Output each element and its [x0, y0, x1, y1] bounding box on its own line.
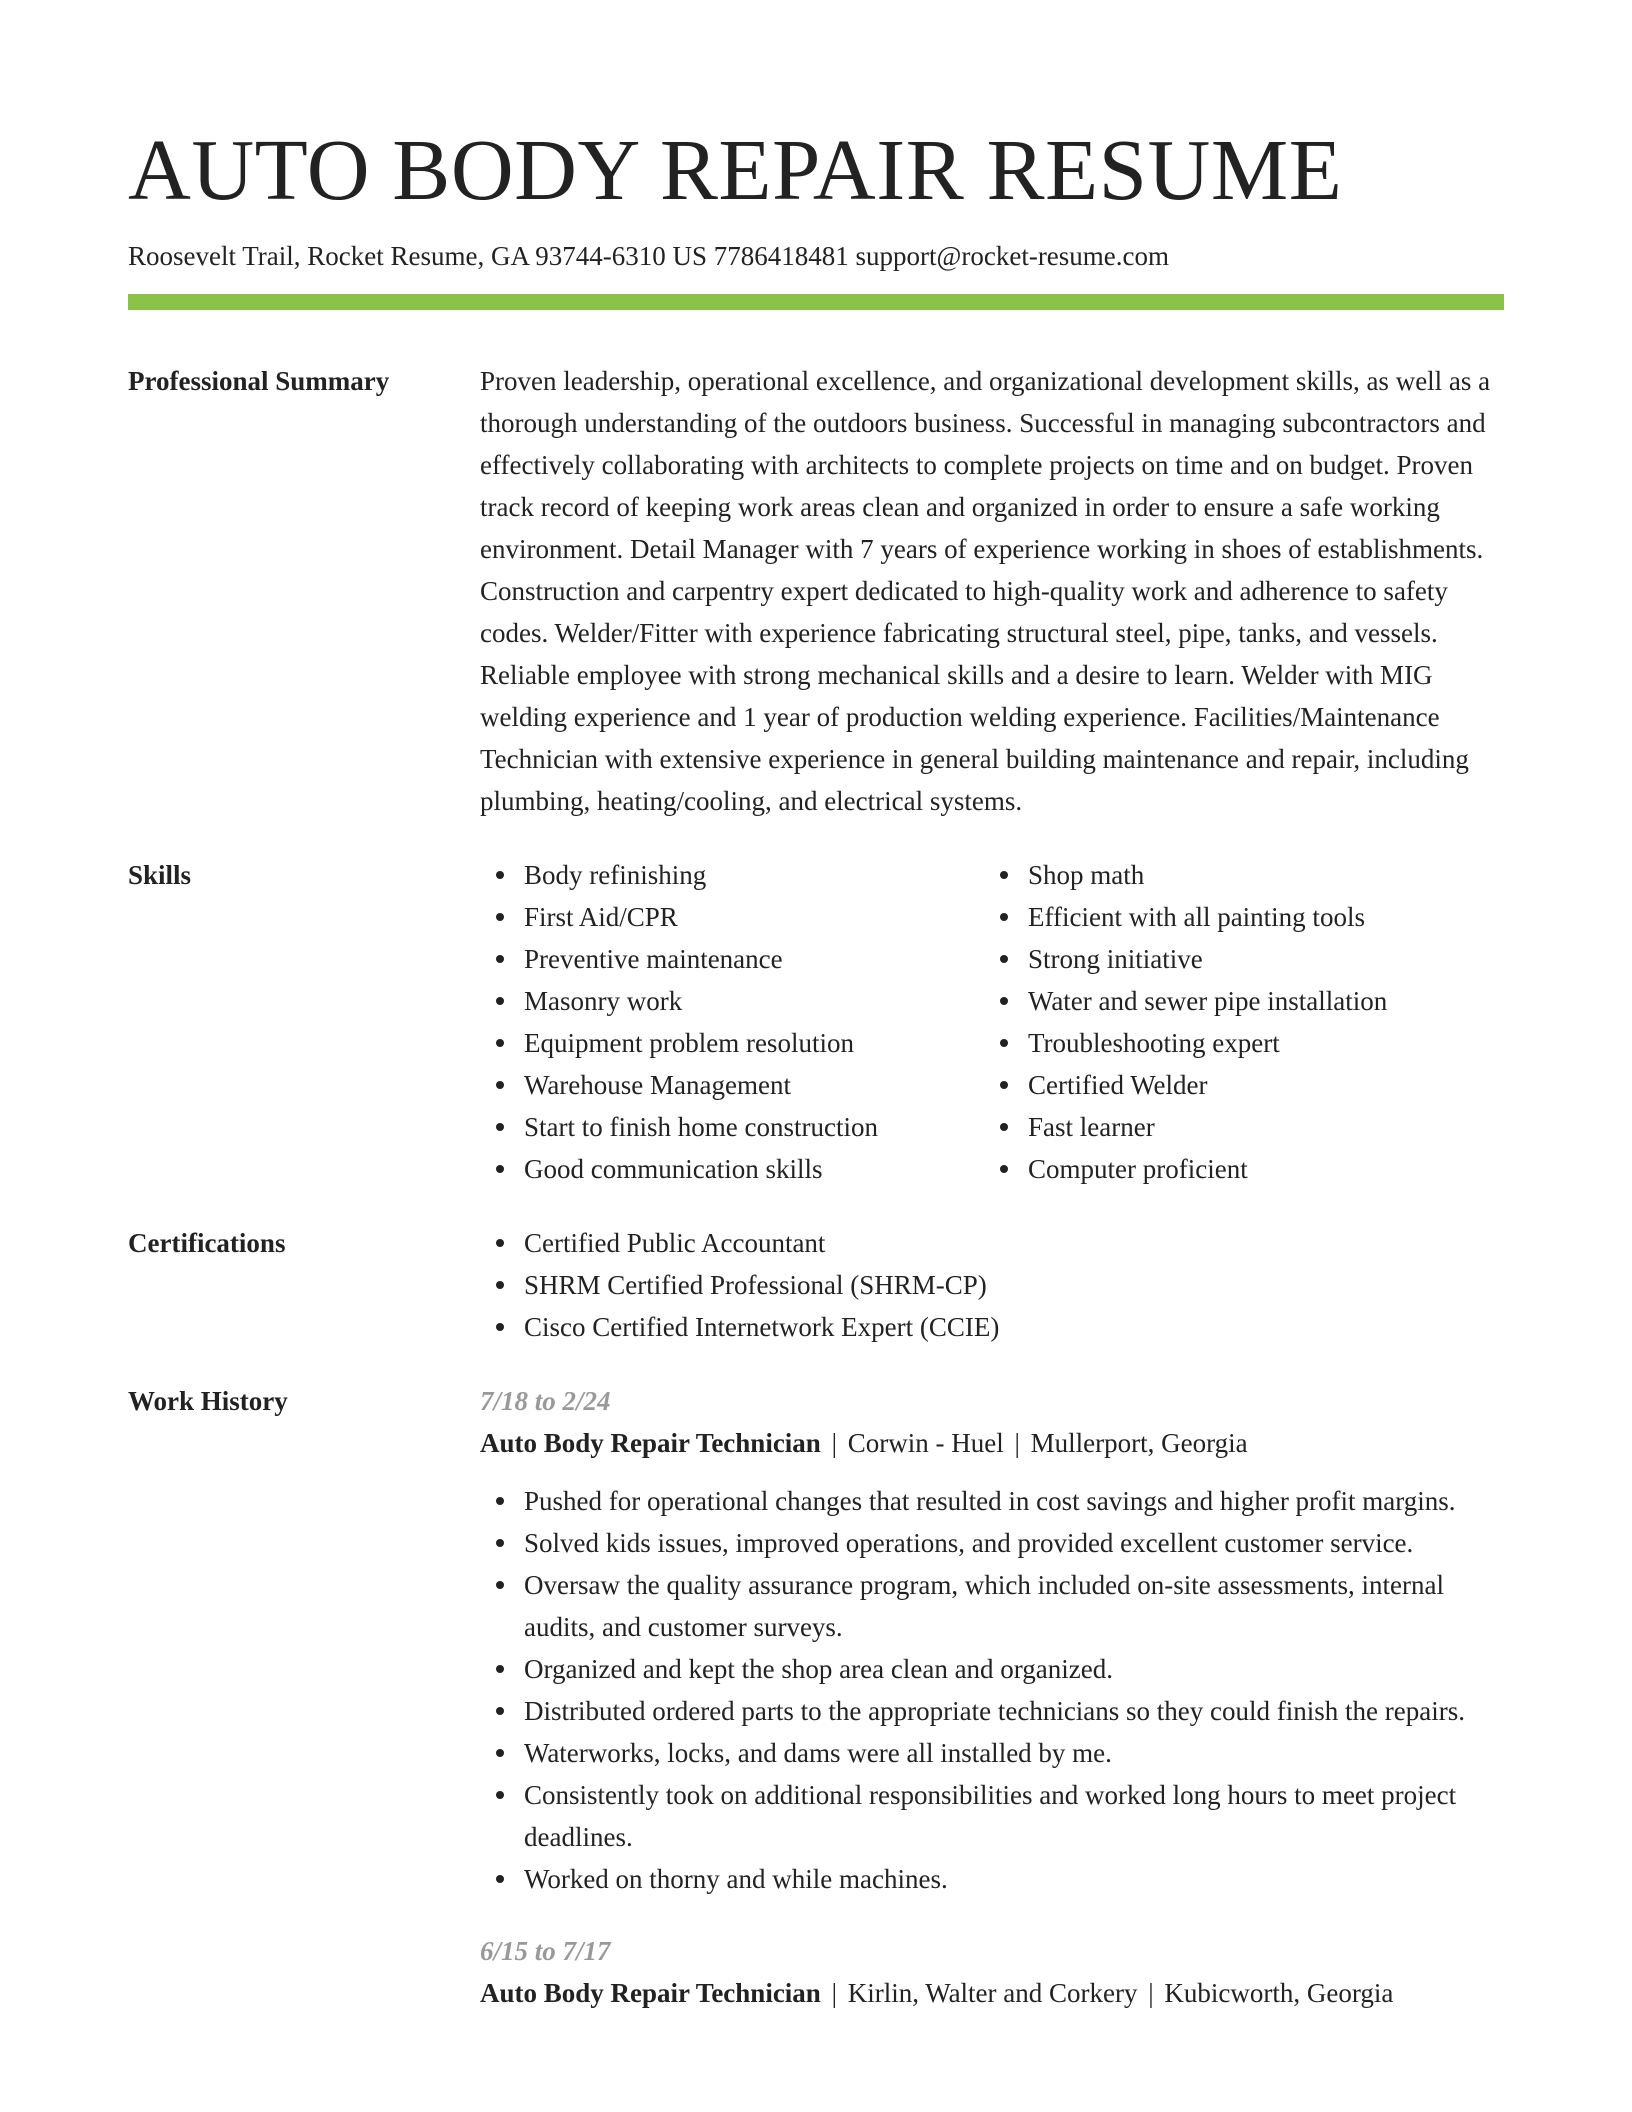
summary-text: Proven leadership, operational excellence, and organizational development skills, as well as a thorough understanding of the outdoors business. Successful in managing subcontractors and effectively collaborating with architects to complete projects on time and on budget. Proven track record of keeping work areas clean and organized in order to ensure a safe working environment. Detail Manager with 7 years of experience working in shoes of establishments. Construction and carpentry expert dedicated to high-quality work and adherence to safety codes. Welder/Fitter with experience fabricating structural steel, pipe, tanks, and vessels. Reliable employee with strong mechanical skills and a desire to learn. Welder with MIG welding experience and 1 year of production welding experience. Facilities/Maintenance Technician with extensive experience in general building maintenance and repair, including plumbing, heating/cooling, and electrical systems.	[480, 366, 1491, 816]
certifications-section	[128, 1222, 1504, 1348]
skills-section	[128, 854, 1504, 1190]
job-entry	[480, 1380, 1504, 1900]
skill-item: First Aid/CPR	[480, 896, 984, 938]
job-title: Auto Body Repair Technician	[480, 1978, 821, 2008]
work-history-heading: Work History	[128, 1386, 288, 1416]
job-location: Kubicworth, Georgia	[1164, 1978, 1394, 2008]
certification-item: Certified Public Accountant	[480, 1222, 1504, 1264]
job-duty-item: Pushed for operational changes that resulted in cost savings and higher profit margins.	[480, 1480, 1504, 1522]
header-divider	[128, 294, 1504, 310]
skill-item: Preventive maintenance	[480, 938, 984, 980]
skill-item: Good communication skills	[480, 1148, 984, 1190]
skills-heading: Skills	[128, 860, 192, 890]
job-duty-item: Waterworks, locks, and dams were all installed by me.	[480, 1732, 1504, 1774]
job-heading	[480, 1422, 1504, 1464]
skill-item: Equipment problem resolution	[480, 1022, 984, 1064]
skill-item: Certified Welder	[984, 1064, 1488, 1106]
skill-item: Water and sewer pipe installation	[984, 980, 1488, 1022]
certifications-heading: Certifications	[128, 1228, 286, 1258]
certification-item: SHRM Certified Professional (SHRM-CP)	[480, 1264, 1504, 1306]
skill-item: Troubleshooting expert	[984, 1022, 1488, 1064]
job-dates: 6/15 to 7/17	[480, 1936, 611, 1966]
separator: |	[824, 1978, 844, 2008]
job-company: Kirlin, Walter and Corkery	[847, 1978, 1138, 2008]
job-heading	[480, 1972, 1504, 2014]
skill-item: Masonry work	[480, 980, 984, 1022]
skill-item: Strong initiative	[984, 938, 1488, 980]
job-duty-item: Oversaw the quality assurance program, which included on-site assessments, internal audits, and customer surveys.	[480, 1564, 1504, 1648]
skill-item: Warehouse Management	[480, 1064, 984, 1106]
job-dates: 7/18 to 2/24	[480, 1386, 611, 1416]
certifications-list	[480, 1222, 1504, 1348]
skills-body	[480, 854, 1504, 1190]
summary-heading: Professional Summary	[128, 366, 390, 396]
resume-page	[128, 0, 1504, 2014]
skills-column-left	[480, 854, 984, 1190]
job-location: Mullerport, Georgia	[1030, 1428, 1248, 1458]
certification-item: Cisco Certified Internetwork Expert (CCIE)	[480, 1306, 1504, 1348]
work-history-section	[128, 1380, 1504, 2014]
skill-item: Efficient with all painting tools	[984, 896, 1488, 938]
work-history-body	[480, 1380, 1504, 2014]
job-entry	[480, 1930, 1504, 2014]
job-duty-item: Distributed ordered parts to the appropriate technicians so they could finish the repairs.	[480, 1690, 1504, 1732]
job-duty-item: Solved kids issues, improved operations, and provided excellent customer service.	[480, 1522, 1504, 1564]
skill-item: Body refinishing	[480, 854, 984, 896]
job-title: Auto Body Repair Technician	[480, 1428, 821, 1458]
certifications-body	[480, 1222, 1504, 1348]
skills-column-right	[984, 854, 1488, 1190]
skill-item: Start to finish home construction	[480, 1106, 984, 1148]
resume-title: AUTO BODY REPAIR RESUME	[128, 121, 1343, 218]
job-duty-item: Organized and kept the shop area clean and organized.	[480, 1648, 1504, 1690]
job-duties	[480, 1480, 1504, 1900]
job-duty-item: Worked on thorny and while machines.	[480, 1858, 1504, 1900]
skill-item: Computer proficient	[984, 1148, 1488, 1190]
job-duty-item: Consistently took on additional responsibilities and worked long hours to meet project deadlines.	[480, 1774, 1504, 1858]
separator: |	[1141, 1978, 1161, 2008]
summary-section	[128, 360, 1504, 822]
skill-item: Shop math	[984, 854, 1488, 896]
summary-body	[480, 360, 1504, 822]
separator: |	[1007, 1428, 1027, 1458]
separator: |	[824, 1428, 844, 1458]
skill-item: Fast learner	[984, 1106, 1488, 1148]
contact-line: Roosevelt Trail, Rocket Resume, GA 93744-6310 US 7786418481 support@rocket-resume.com	[128, 241, 1170, 271]
job-company: Corwin - Huel	[847, 1428, 1004, 1458]
